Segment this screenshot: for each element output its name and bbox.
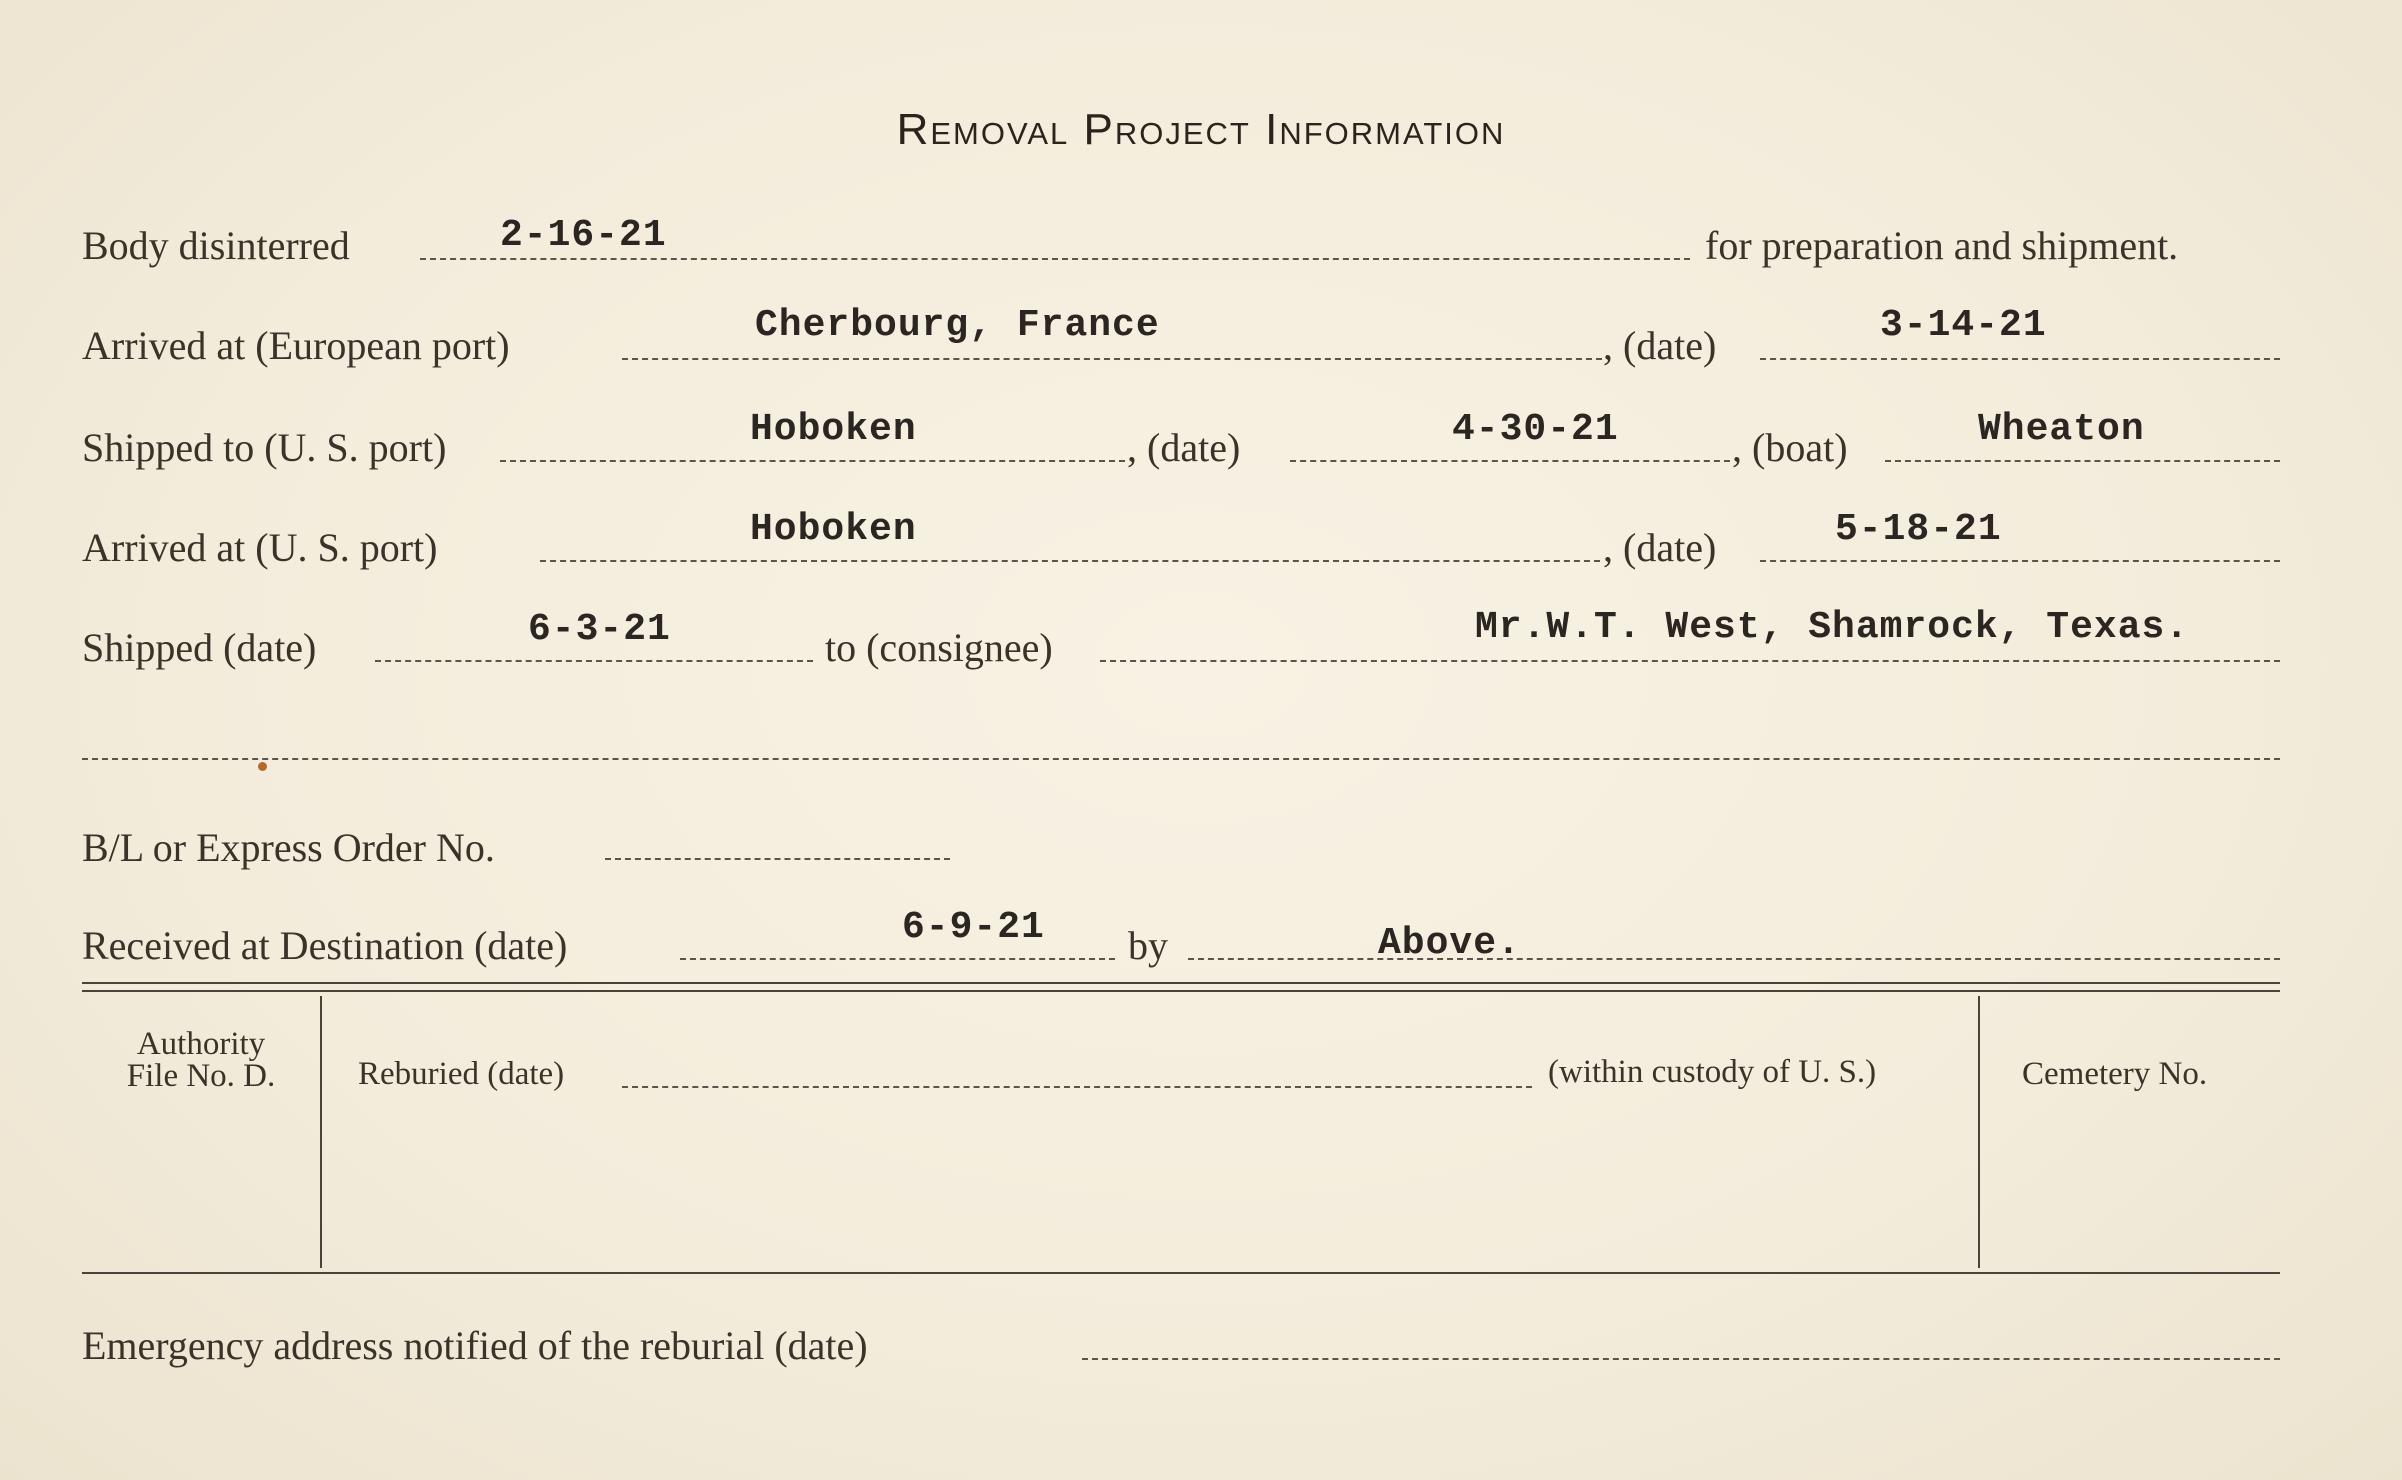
european-date-label: , (date) <box>1603 323 1717 368</box>
european-port-line <box>622 358 1602 360</box>
reburied-line <box>622 1086 1532 1088</box>
authority-label: Authority <box>136 1026 266 1062</box>
ink-spot <box>258 762 267 771</box>
consignee-label: to (consignee) <box>825 625 1053 670</box>
boat-label: , (boat) <box>1732 425 1848 470</box>
boat-value: Wheaton <box>1978 408 2145 451</box>
box-top-rule <box>82 982 2280 984</box>
custody-label: (within custody of U. S.) <box>1548 1054 1877 1090</box>
european-date-line <box>1760 358 2280 360</box>
shipped-date-row-line <box>375 660 813 662</box>
received-destination-line <box>680 958 1115 960</box>
box-top-rule-2 <box>82 990 2280 992</box>
emergency-address-line <box>1082 1358 2280 1360</box>
arrived-us-date-label: , (date) <box>1603 525 1717 570</box>
received-by-label: by <box>1128 923 1168 968</box>
form-title: Removal Project Information <box>896 105 1506 154</box>
received-destination-value: 6-9-21 <box>902 906 1045 949</box>
body-disinterred-label: Body disinterred <box>82 223 350 268</box>
received-destination-label: Received at Destination (date) <box>82 923 568 968</box>
shipped-date-label: , (date) <box>1127 425 1241 470</box>
arrived-us-date-line <box>1760 560 2280 562</box>
arrived-us-port-label: Arrived at (U. S. port) <box>82 525 438 570</box>
shipped-date-row-value: 6-3-21 <box>528 608 671 651</box>
boat-line <box>1885 460 2280 462</box>
consignee-value: Mr.W.T. West, Shamrock, Texas. <box>1475 606 2190 649</box>
shipped-to-us-port-label: Shipped to (U. S. port) <box>82 425 447 470</box>
european-port-label: Arrived at (European port) <box>82 323 510 368</box>
arrived-us-port-value: Hoboken <box>750 508 917 551</box>
body-disinterred-line <box>420 258 1690 260</box>
file-no-label: File No. D. <box>126 1058 276 1094</box>
arrived-us-port-line <box>540 560 1600 562</box>
blank-line <box>82 758 2280 760</box>
shipped-to-us-port-value: Hoboken <box>750 408 917 451</box>
shipped-to-us-port-line <box>500 460 1125 462</box>
received-by-value: Above. <box>1378 922 1521 965</box>
bl-order-label: B/L or Express Order No. <box>82 825 495 870</box>
consignee-line <box>1100 660 2280 662</box>
shipped-date-line <box>1290 460 1730 462</box>
bl-order-line <box>605 858 950 860</box>
box-divider-right <box>1978 996 1980 1268</box>
shipped-date-value: 4-30-21 <box>1452 408 1619 451</box>
shipped-date-row-label: Shipped (date) <box>82 625 317 670</box>
box-divider-left <box>320 996 322 1268</box>
emergency-address-label: Emergency address notified of the reburial (date) <box>82 1323 868 1368</box>
european-date-value: 3-14-21 <box>1880 304 2047 347</box>
cemetery-no-label: Cemetery No. <box>2022 1056 2208 1092</box>
body-disinterred-value: 2-16-21 <box>500 214 667 257</box>
arrived-us-date-value: 5-18-21 <box>1835 508 2002 551</box>
received-by-line <box>1188 958 2280 960</box>
box-bottom-rule <box>82 1272 2280 1274</box>
european-port-value: Cherbourg, France <box>755 304 1160 347</box>
reburied-label: Reburied (date) <box>358 1056 565 1092</box>
preparation-shipment-text: for preparation and shipment. <box>1705 223 2179 268</box>
